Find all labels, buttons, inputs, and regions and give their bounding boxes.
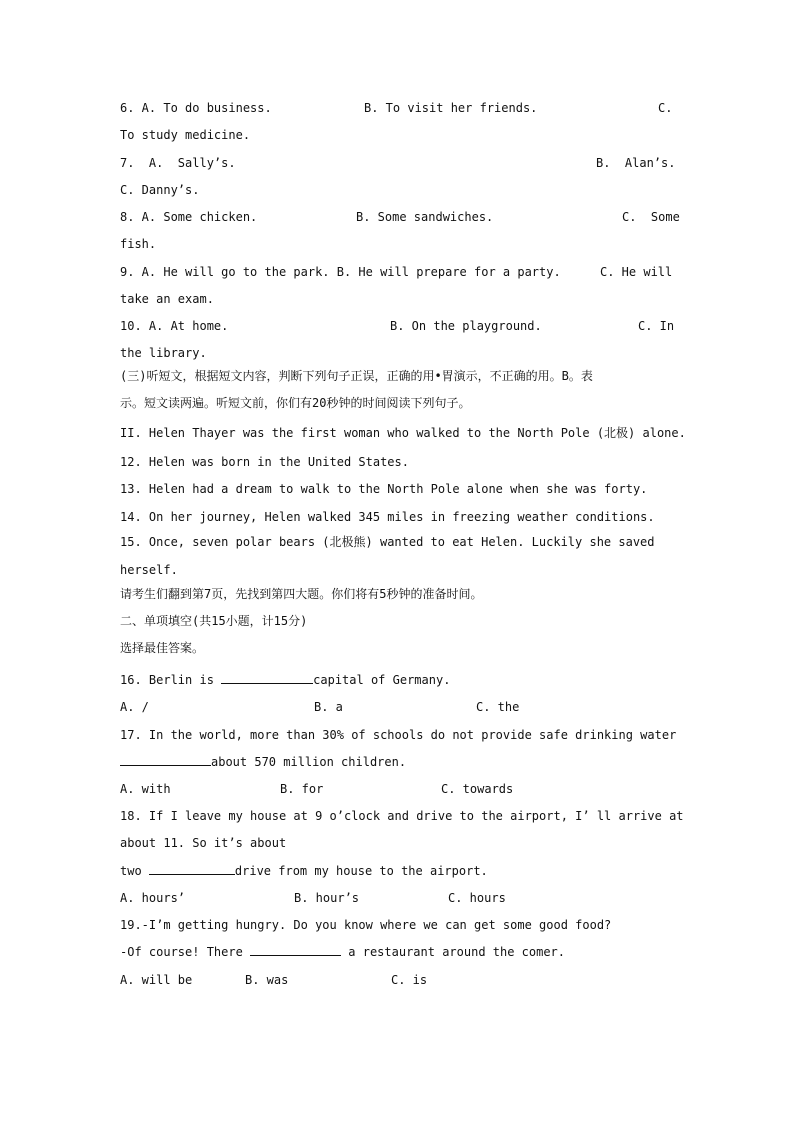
q18-option-b: B. hour’s xyxy=(294,891,360,905)
q13-statement: 13. Helen had a dream to walk to the North Pole alone when she was forty. xyxy=(120,482,648,496)
q8-option-b: B. Some sandwiches. xyxy=(356,210,494,224)
q10-option-b: B. On the playground. xyxy=(390,319,542,333)
q17-post: about 570 million children. xyxy=(211,755,407,769)
q16-option-c: C. the xyxy=(476,700,520,714)
q17-option-b: B. for xyxy=(280,782,324,796)
q10-option-c-text: the library. xyxy=(120,346,207,360)
q8-option-a: 8. A. Some chicken. xyxy=(120,210,258,224)
q19-question-line2 xyxy=(120,945,565,959)
q19-option-b: B. was xyxy=(245,973,289,987)
q16-answer-blank xyxy=(221,673,313,684)
q18-question-line1: 18. If I leave my house at 9 o’clock and drive to the airport, I’ ll arrive at xyxy=(120,809,684,823)
q12-statement: 12. Helen was born in the United States. xyxy=(120,455,409,469)
q18-pre: two xyxy=(120,864,149,878)
q18-question-line3 xyxy=(120,864,488,878)
q6-option-b: B. To visit her friends. xyxy=(364,101,538,115)
q15-statement-line1: 15. Once, seven polar bears (北极熊) wanted to eat Helen. Luckily she saved xyxy=(120,535,655,549)
q18-question-line2: about 11. So it’s about xyxy=(120,836,287,850)
turn-page-instruction: 请考生们翻到第7页，先找到第四大题。你们将有5秒钟的准备时间。 xyxy=(120,587,483,601)
q6-option-c-label: C. xyxy=(658,101,673,115)
q7-option-c: C. Danny’s. xyxy=(120,183,200,197)
q19-option-a: A. will be xyxy=(120,973,193,987)
q19-pre: -Of course! There xyxy=(120,945,251,959)
q6-option-a: 6. A. To do business. xyxy=(120,101,272,115)
q10-option-a: 10. A. At home. xyxy=(120,319,229,333)
q18-option-a: A. hours’ xyxy=(120,891,186,905)
q16-option-a: A. / xyxy=(120,700,149,714)
q8-option-c-label: C. Some xyxy=(622,210,680,224)
q8-option-c-text: fish. xyxy=(120,237,157,251)
q19-answer-blank xyxy=(250,945,341,956)
q16-question xyxy=(120,673,450,687)
q18-answer-blank xyxy=(149,864,235,875)
q17-question-line2 xyxy=(120,755,406,769)
section3-instruction-line2: 示。短文读两遍。听短文前，你们有20秒钟的时间阅读下列句子。 xyxy=(120,396,471,410)
q17-option-c: C. towards xyxy=(441,782,514,796)
q7-option-b: B. Alan’s. xyxy=(596,156,676,170)
q19-option-c: C. is xyxy=(391,973,428,987)
part2-title: 二、单项填空(共15小题，计15分) xyxy=(120,614,308,628)
q9-option-c-text: take an exam. xyxy=(120,292,214,306)
q16-pre: 16. Berlin is xyxy=(120,673,222,687)
part2-instruction: 选择最佳答案。 xyxy=(120,641,205,655)
q19-post: a restaurant around the comer. xyxy=(341,945,566,959)
q10-option-c-label: C. In xyxy=(638,319,675,333)
q18-post: drive from my house to the airport. xyxy=(234,864,488,878)
q19-question-line1: 19.-I’m getting hungry. Do you know where we can get some good food? xyxy=(120,918,612,932)
q17-answer-blank xyxy=(120,755,211,766)
q14-statement: 14. On her journey, Helen walked 345 miles in freezing weather conditions. xyxy=(120,510,655,524)
q7-option-a: 7. A. Sally’s. xyxy=(120,156,236,170)
q15-statement-line2: herself. xyxy=(120,563,178,577)
q17-option-a: A. with xyxy=(120,782,171,796)
q17-question-line1: 17. In the world, more than 30% of schools do not provide safe drinking water xyxy=(120,728,677,742)
q9-option-c-label: C. He will xyxy=(600,265,673,279)
q18-option-c: C. hours xyxy=(448,891,506,905)
section3-instruction-line1: (三)听短文，根据短文内容，判断下列句子正误，正确的用•胃演示，不正确的用。B。表 xyxy=(120,369,593,383)
q11-statement: II. Helen Thayer was the first woman who walked to the North Pole (北极) alone. xyxy=(120,426,686,440)
q16-option-b: B. a xyxy=(314,700,343,714)
q16-post: capital of Germany. xyxy=(313,673,451,687)
q6-option-c-text: To study medicine. xyxy=(120,128,251,142)
q9-options-ab: 9. A. He will go to the park. B. He will prepare for a party. xyxy=(120,265,561,279)
